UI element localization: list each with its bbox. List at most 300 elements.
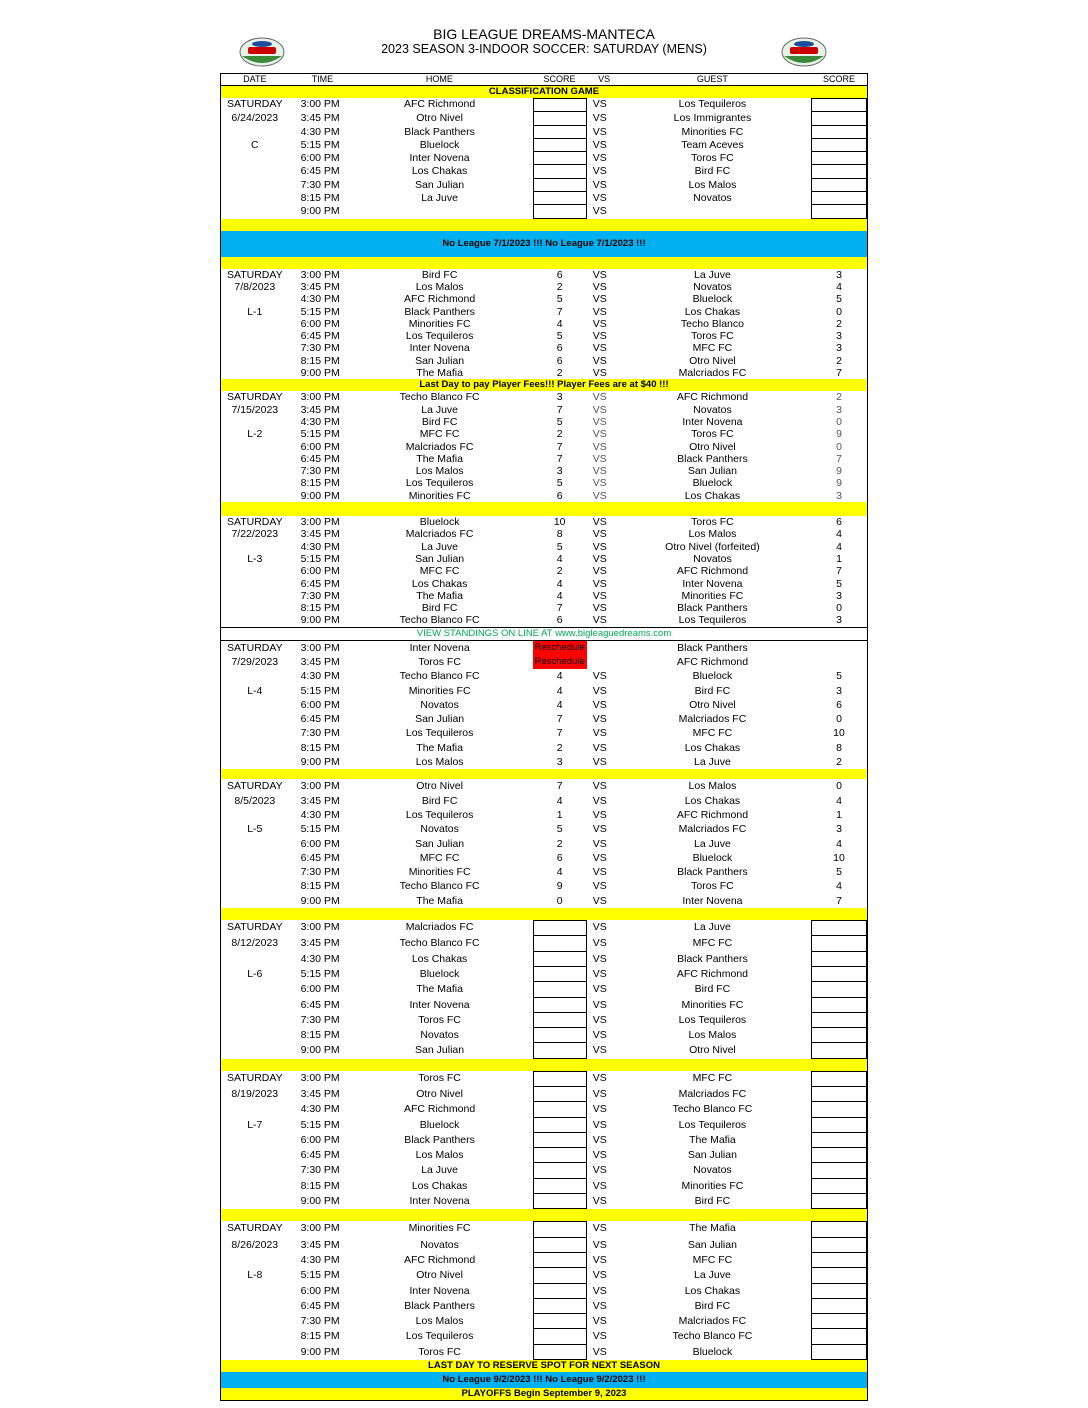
home-team: Malcriados FC [405, 440, 474, 453]
game-row [221, 1148, 867, 1163]
date-cell [221, 490, 289, 502]
guest-team: Los Tequileros [678, 98, 747, 110]
guest-team: MFC FC [692, 1253, 733, 1266]
col-home: HOME [425, 74, 453, 84]
home-team: Bird FC [421, 268, 458, 281]
game-time: 3:00 PM [300, 391, 340, 404]
guest-score: 2 [836, 354, 842, 367]
date-cell [221, 330, 289, 342]
date-cell [221, 1013, 289, 1028]
home-score [533, 139, 587, 152]
guest-team: Otro Nivel (forfeited) [665, 540, 760, 553]
home-team: The Mafia [416, 894, 463, 907]
standings-band[interactable]: VIEW STANDINGS ON LINE AT www.bigleaguedreams.com [220, 627, 868, 641]
vs-label: VS [592, 552, 607, 565]
home-team: Bird FC [421, 602, 458, 615]
week-day: SATURDAY [226, 391, 283, 404]
home-team: Los Tequileros [405, 808, 474, 821]
guest-team: Inter Novena [682, 894, 743, 907]
guest-team: Bluelock [692, 477, 733, 490]
guest-score: 5 [836, 293, 842, 306]
home-score: 5 [556, 330, 563, 343]
game-time: 8:15 PM [300, 602, 340, 615]
game-time: 7:30 PM [300, 342, 340, 355]
game-row [221, 1087, 867, 1102]
vs-label: VS [592, 1330, 607, 1343]
vs-label: VS [592, 516, 607, 529]
game-time: 4:30 PM [300, 1253, 340, 1266]
home-team: Malcriados FC [405, 921, 474, 934]
vs-label: VS [592, 1238, 607, 1251]
date-cell [221, 1179, 289, 1194]
guest-team [616, 205, 809, 218]
date-cell [221, 541, 289, 553]
date-cell [221, 1102, 289, 1117]
week-date: 8/26/2023 [231, 1238, 279, 1251]
week-1 [220, 269, 868, 380]
game-row [221, 516, 867, 528]
guest-team: Black Panthers [677, 602, 748, 615]
game-row [221, 1028, 867, 1043]
guest-team: Inter Novena [682, 577, 743, 590]
game-time: 6:45 PM [300, 330, 340, 343]
game-time: 6:00 PM [300, 565, 340, 578]
guest-score [811, 1238, 867, 1253]
home-team: Otro Nivel [416, 112, 463, 125]
game-time: 3:45 PM [300, 280, 340, 293]
guest-team: Malcriados FC [678, 713, 747, 726]
game-time: 8:15 PM [300, 1179, 340, 1192]
guest-score: 8 [836, 741, 842, 754]
home-team: Inter Novena [409, 342, 470, 355]
reschedule-badge: Reschedule [533, 641, 587, 655]
date-cell [221, 982, 289, 997]
guest-team: Novatos [693, 280, 732, 293]
game-time: 6:45 PM [300, 998, 340, 1011]
home-score: 3 [556, 465, 563, 478]
home-team: Los Tequileros [405, 477, 474, 490]
guest-score: 4 [836, 540, 842, 553]
guest-team: La Juve [694, 1269, 731, 1282]
home-score [533, 1102, 587, 1117]
guest-team: Otro Nivel [689, 354, 736, 367]
guest-team: Techo Blanco FC [672, 1103, 753, 1116]
game-time: 3:45 PM [300, 112, 340, 125]
home-score: 4 [556, 698, 563, 711]
home-team: Toros FC [418, 1345, 461, 1358]
game-row [221, 477, 867, 489]
date-cell [221, 465, 289, 477]
vs-label: VS [592, 1013, 607, 1026]
game-time: 4:30 PM [300, 1103, 340, 1116]
game-row [221, 318, 867, 330]
week-0 [220, 98, 868, 219]
game-row [221, 1194, 867, 1209]
guest-score: 4 [836, 837, 842, 850]
game-time: 9:00 PM [300, 1044, 340, 1057]
vs-label: VS [592, 540, 607, 553]
game-row [221, 936, 867, 951]
home-team: Los Tequileros [405, 330, 474, 343]
vs-label: VS [592, 741, 607, 754]
home-team: La Juve [421, 192, 458, 205]
guest-score [811, 1194, 867, 1209]
guest-team: Black Panthers [677, 866, 748, 879]
game-row [221, 578, 867, 590]
home-score: 4 [556, 552, 563, 565]
guest-score: 5 [836, 670, 842, 683]
home-team: Inter Novena [409, 998, 470, 1011]
home-team: San Julian [415, 1044, 465, 1057]
date-cell [221, 1314, 289, 1329]
date-cell [221, 669, 289, 683]
home-team: Minorities FC [408, 1222, 471, 1235]
home-score: 4 [556, 684, 563, 697]
home-score [533, 1071, 587, 1087]
game-row [221, 355, 867, 367]
home-score: 6 [556, 851, 563, 864]
date-cell [221, 879, 289, 893]
home-team: Los Malos [415, 1315, 464, 1328]
date-cell [221, 165, 289, 178]
game-row [221, 465, 867, 477]
week-day: SATURDAY [226, 268, 283, 281]
guest-team: MFC FC [692, 1071, 733, 1084]
date-cell [221, 1148, 289, 1163]
game-time: 4:30 PM [300, 808, 340, 821]
vs-label: VS [592, 415, 607, 428]
home-score: 8 [556, 528, 563, 541]
home-team: AFC Richmond [403, 98, 476, 110]
game-row [221, 1299, 867, 1314]
home-team: Los Chakas [411, 577, 468, 590]
game-time: 5:15 PM [300, 428, 340, 441]
game-row [221, 205, 867, 218]
vs-label: VS [592, 823, 607, 836]
guest-score [811, 205, 867, 218]
vs-label: VS [592, 98, 607, 110]
guest-team: Minorities FC [681, 1179, 744, 1192]
date-cell [221, 712, 289, 726]
guest-team: Bluelock [692, 670, 733, 683]
home-score: 7 [556, 305, 563, 318]
guest-score [811, 192, 867, 205]
guest-score [811, 1179, 867, 1194]
week-label: L-6 [247, 967, 263, 980]
game-row [221, 269, 867, 281]
date-cell [221, 894, 289, 908]
guest-score [811, 1148, 867, 1163]
guest-team: Malcriados FC [678, 823, 747, 836]
guest-score: 3 [836, 330, 842, 343]
guest-team: Los Chakas [684, 741, 741, 754]
home-team: Techo Blanco FC [399, 391, 480, 404]
week-day: SATURDAY [226, 98, 283, 110]
week-day: SATURDAY [226, 780, 283, 793]
vs-label: VS [592, 851, 607, 864]
week-date: 8/19/2023 [231, 1088, 279, 1100]
guest-team: The Mafia [689, 1222, 736, 1235]
home-team: Techo Blanco FC [399, 880, 480, 893]
home-score [533, 1163, 587, 1178]
home-team: Minorities FC [408, 489, 471, 502]
game-row [221, 428, 867, 440]
game-time: 5:15 PM [300, 967, 340, 980]
home-team: Toros FC [418, 1013, 461, 1026]
date-cell [221, 453, 289, 465]
game-time: 9:00 PM [300, 1345, 340, 1358]
guest-score: 2 [836, 391, 842, 404]
game-row [221, 808, 867, 822]
guest-team: Otro Nivel [689, 440, 736, 453]
vs-label: VS [592, 808, 607, 821]
col-guest-score: SCORE [822, 74, 855, 84]
date-cell [221, 1329, 289, 1344]
guest-team: Otro Nivel [689, 1044, 736, 1057]
game-time: 7:30 PM [300, 178, 340, 191]
home-team: Inter Novena [409, 1284, 470, 1297]
guest-score: 3 [836, 589, 842, 602]
guest-score [811, 1221, 867, 1237]
guest-score: 3 [836, 489, 842, 502]
guest-team: Novatos [693, 1164, 732, 1177]
guest-team: MFC FC [692, 342, 733, 355]
guest-score [811, 967, 867, 982]
home-team: Otro Nivel [416, 1088, 463, 1100]
game-time: 6:00 PM [300, 837, 340, 850]
game-row [221, 565, 867, 577]
vs-label: VS [592, 880, 607, 893]
spacer-band [220, 1059, 868, 1071]
home-score [533, 192, 587, 205]
home-score [533, 126, 587, 139]
guest-score: 3 [836, 614, 842, 627]
vs-label: VS [592, 684, 607, 697]
date-cell [221, 614, 289, 626]
game-row [221, 669, 867, 683]
game-time: 3:45 PM [300, 937, 340, 950]
game-time: 3:45 PM [300, 1238, 340, 1251]
date-cell [221, 441, 289, 453]
home-score [533, 112, 587, 125]
guest-score: 0 [836, 780, 842, 793]
guest-team: Novatos [693, 552, 732, 565]
guest-score [811, 998, 867, 1013]
vs-label: VS [592, 1044, 607, 1057]
home-team: Los Malos [415, 1149, 464, 1162]
guest-team: Minorities FC [681, 998, 744, 1011]
game-time: 6:45 PM [300, 713, 340, 726]
page-subtitle: 2023 SEASON 3-INDOOR SOCCER: SATURDAY (MENS) [381, 42, 707, 56]
game-time: 3:45 PM [300, 794, 340, 807]
date-cell [221, 1253, 289, 1268]
home-score: 6 [556, 614, 563, 627]
game-time: 9:00 PM [300, 756, 340, 769]
date-cell [221, 851, 289, 865]
guest-score [811, 1284, 867, 1299]
game-row [221, 441, 867, 453]
game-row [221, 1133, 867, 1148]
game-row [221, 490, 867, 502]
game-time: 3:45 PM [300, 528, 340, 541]
guest-team: Los Chakas [684, 305, 741, 318]
game-row [221, 306, 867, 318]
game-time: 6:00 PM [300, 317, 340, 330]
date-cell [221, 205, 289, 218]
vs-label: VS [592, 1195, 607, 1208]
guest-score: 2 [836, 317, 842, 330]
guest-score: 3 [836, 684, 842, 697]
game-row [221, 1268, 867, 1283]
vs-label: VS [592, 391, 607, 404]
game-time: 8:15 PM [300, 477, 340, 490]
game-row [221, 779, 867, 793]
game-row [221, 1043, 867, 1058]
guest-score [811, 952, 867, 967]
game-row [221, 1071, 867, 1087]
game-time: 7:30 PM [300, 866, 340, 879]
guest-score: 7 [836, 565, 842, 578]
home-team: Los Malos [415, 280, 464, 293]
game-time: 7:30 PM [300, 465, 340, 478]
game-time: 5:15 PM [300, 1118, 340, 1131]
home-team: Los Tequileros [405, 1330, 474, 1343]
vs-label: VS [592, 794, 607, 807]
guest-team: AFC Richmond [676, 808, 749, 821]
home-score: 7 [556, 727, 563, 740]
game-time: 8:15 PM [300, 741, 340, 754]
guest-score: 9 [836, 477, 842, 490]
week-label: C [250, 138, 259, 151]
date-cell [221, 179, 289, 192]
guest-team: The Mafia [689, 1133, 736, 1146]
game-time: 6:45 PM [300, 851, 340, 864]
home-score: 6 [556, 489, 563, 502]
guest-team: AFC Richmond [676, 967, 749, 980]
home-team: San Julian [415, 354, 465, 367]
game-row [221, 894, 867, 908]
guest-score [811, 179, 867, 192]
vs-label: VS [592, 1284, 607, 1297]
vs-label: VS [592, 837, 607, 850]
vs-label: VS [592, 937, 607, 950]
guest-team: Otro Nivel [689, 698, 736, 711]
game-row [221, 367, 867, 379]
game-time: 4:30 PM [300, 540, 340, 553]
home-team: San Julian [415, 552, 465, 565]
game-time: 9:00 PM [300, 614, 340, 627]
home-team: The Mafia [416, 983, 463, 996]
game-time: 9:00 PM [300, 1195, 340, 1208]
week-day: SATURDAY [226, 641, 283, 654]
date-cell [221, 602, 289, 614]
guest-score [811, 152, 867, 165]
guest-team: Techo Blanco [680, 317, 744, 330]
week-date: 8/12/2023 [231, 937, 279, 950]
game-row [221, 1163, 867, 1178]
vs-label: VS [592, 1118, 607, 1131]
no-league-band: No League 7/1/2023 !!! No League 7/1/2023 !!! [220, 231, 868, 257]
date-cell [221, 1043, 289, 1058]
week-day: SATURDAY [226, 516, 283, 529]
game-row [221, 590, 867, 602]
game-row [221, 1013, 867, 1028]
home-score: 1 [556, 808, 563, 821]
home-score [533, 1329, 587, 1344]
guest-team: Team Aceves [681, 138, 744, 151]
guest-score [811, 1253, 867, 1268]
guest-team: Bluelock [692, 851, 733, 864]
week-3 [220, 516, 868, 627]
guest-score [811, 126, 867, 139]
player-fees-band: Last Day to pay Player Fees!!! Player Fees are at $40 !!! [220, 379, 868, 391]
guest-team: San Julian [687, 1149, 737, 1162]
vs-label: VS [592, 565, 607, 578]
game-time: 3:00 PM [300, 1222, 340, 1235]
vs-label: VS [592, 440, 607, 453]
guest-score [811, 1118, 867, 1133]
home-team: Minorities FC [408, 866, 471, 879]
guest-score [811, 139, 867, 152]
home-team: Los Malos [415, 465, 464, 478]
week-date: 7/8/2023 [234, 280, 276, 293]
vs-label: VS [592, 268, 607, 281]
home-score [533, 165, 587, 178]
vs-label: VS [592, 1088, 607, 1100]
game-time: 5:15 PM [300, 305, 340, 318]
guest-score [811, 982, 867, 997]
game-time: 8:15 PM [300, 192, 340, 205]
guest-score [811, 98, 867, 112]
week-date: 6/24/2023 [231, 112, 279, 125]
col-date: DATE [243, 74, 267, 84]
home-team: Black Panthers [404, 305, 475, 318]
game-time: 6:45 PM [300, 577, 340, 590]
guest-team: San Julian [687, 465, 737, 478]
game-row [221, 1221, 867, 1237]
guest-team: MFC FC [692, 727, 733, 740]
home-score: 4 [556, 866, 563, 879]
game-time: 3:00 PM [300, 641, 340, 654]
classification-band: CLASSIFICATION GAME [220, 86, 868, 98]
guest-score: 3 [836, 823, 842, 836]
game-row [221, 1179, 867, 1194]
guest-score: 3 [836, 403, 842, 416]
home-team: MFC FC [419, 851, 460, 864]
guest-team: La Juve [694, 756, 731, 769]
guest-score [811, 1043, 867, 1058]
home-score: 2 [556, 837, 563, 850]
vs-label: VS [592, 1222, 607, 1235]
vs-label: VS [592, 452, 607, 465]
guest-team: Bluelock [692, 293, 733, 306]
guest-team: AFC Richmond [676, 565, 749, 578]
home-score [533, 1345, 587, 1360]
vs-label: VS [592, 756, 607, 769]
game-row [221, 553, 867, 565]
week-8 [220, 1221, 868, 1360]
guest-team: Bird FC [694, 684, 731, 697]
game-row [221, 1314, 867, 1329]
home-score: 9 [556, 880, 563, 893]
vs-label: VS [592, 403, 607, 416]
vs-label: VS [592, 713, 607, 726]
game-time: 3:00 PM [300, 921, 340, 934]
game-row [221, 165, 867, 178]
vs-label: VS [592, 866, 607, 879]
vs-label: VS [592, 354, 607, 367]
guest-team: La Juve [694, 268, 731, 281]
